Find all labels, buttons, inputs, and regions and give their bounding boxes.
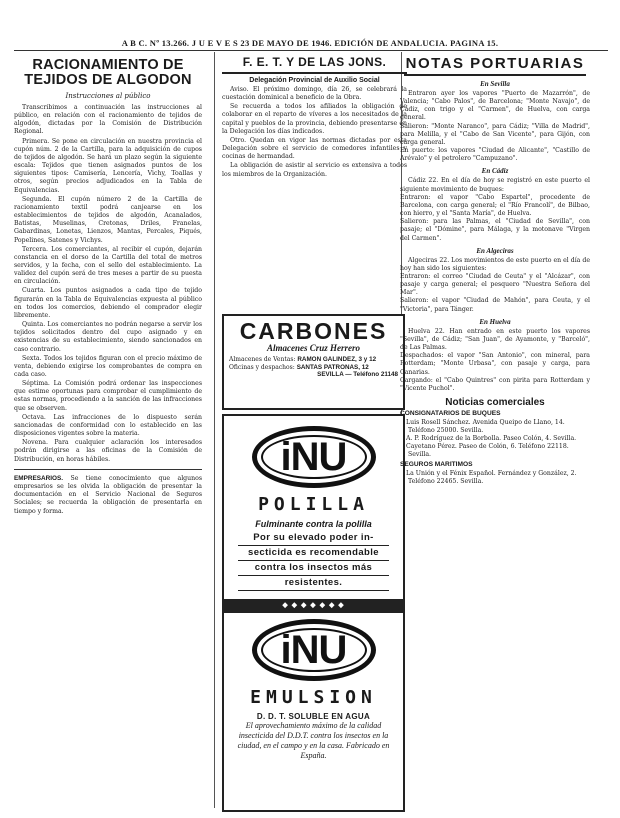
inu-logo-icon [252, 426, 376, 488]
product-name: EMULSION [250, 687, 377, 708]
page-header: A B C. Nº 13.266. J U E V E S 23 DE MAYO DE 1946. EDICIÓN DE ANDALUCIA. PAGINA 15. [121, 38, 499, 48]
port-section [400, 80, 590, 163]
ad-brand: CARBONES [239, 318, 388, 344]
port-heading: En Sevilla [480, 80, 510, 88]
paragraph: Se recuerda a todos los afiliados la obligación de colaborar en el reparto de víveres a los necesitados de la capital y pueblos de la provincia, debiendo presentarse en la Delegación los días indicados. [222, 103, 407, 135]
column-divider [214, 52, 215, 808]
article-body [222, 86, 407, 179]
news-subtitle: CONSIGNATARIOS DE BUQUES [400, 410, 501, 417]
paragraph: Novena. Para cualquier aclaración los interesados podrán dirigirse a las oficinas de la Comisión de Distribución, en horas hábiles. [14, 439, 202, 463]
list-item: Luis Rosell Sánchez. Avenida Queipo de Llano, 14. Teléfono 25000. Sevilla. [406, 419, 565, 434]
column-notas-portuarias [400, 52, 590, 812]
port-section [400, 167, 590, 242]
port-section [400, 247, 590, 314]
section-title: NOTAS PORTUARIAS [405, 55, 585, 72]
list-item: La Unión y el Fénix Español. Fernández y González, 2. Teléfono 22465. Sevilla. [406, 470, 577, 485]
paragraph: Transcribimos a continuación las instrucciones al público, en relación con el racionamiento de tejidos de algodón, dictadas por la Comisión de Distribución Regional. [14, 104, 202, 136]
paragraph: Segunda. El cupón número 2 de la Cartilla de racionamiento textil podrá canjearse en los establecimientos de tejidos de algodón, Acanalados, Batistas, Muselinas, Cretonas, Driles, Franelas, Gabardinas, Lonetas, Lienzos, Mantas, Percales, Piqués, Popelines, Satenes y Vichys. [14, 195, 202, 244]
news-list [400, 419, 590, 486]
logo-ring [261, 435, 367, 479]
slogan-line: Por su elevado poder in- [238, 531, 389, 546]
product-name: POLILLA [258, 494, 369, 515]
ad-divider: ◆ ◆ ◆ ◆ ◆ ◆ ◆ [224, 599, 403, 613]
column-fet [222, 52, 407, 812]
ad-line-value: SEVILLA — Teléfono 21148 [317, 371, 398, 378]
header-rule [14, 50, 608, 51]
section-title: F. E. T. Y DE LAS JONS. [242, 55, 387, 69]
port-heading: En Huelva [479, 317, 511, 326]
paragraph: Aviso. El próximo domingo, día 26, se celebrará la cuestación dominical a beneficio de la Obra. [222, 86, 407, 102]
paragraph: Quinta. Los comerciantes no podrán negarse a servir los tejidos solicitados dentro del cupo asignado y en existencias de su establecimiento, siendo sancionados en caso contrario. [14, 321, 202, 353]
paragraph: La obligación de asistir al servicio es extensiva a todos los miembros de la Organización. [222, 162, 407, 178]
ad-line-value: SANTAS PATRONAS, 12 [296, 363, 369, 371]
product-tagline: D. D. T. SOLUBLE EN AGUA [256, 712, 371, 721]
paragraph: Tercera. Los comerciantes, al recibir el cupón, dejarán constancia en el dorso de la Cartilla del total de metros servidos, y la fecha, con el sello del establecimiento. La validez del cupón será de tres meses a partir de su puesta en circulación. [14, 245, 202, 286]
logo-text: iNU [280, 435, 347, 479]
port-section [400, 318, 590, 393]
paragraph: Octava. Las infracciones de lo dispuesto serán sancionadas de conformidad con lo establecido en las disposiciones vigentes sobre la materia. [14, 413, 202, 438]
ad-subtitle: Almacenes Cruz Herrero [266, 343, 360, 353]
section-rule [14, 469, 202, 470]
paragraph: Primera. Se pone en circulación en nuestra provincia el cupón núm. 2 de la Cartilla, para la adquisición de cupos de tejidos de algodón. Se hará un plazo según la siguiente escala: Tejidos que tienen asignados puntos de los siguientes tipos: Camisería, Lencería, Vichy, Toallas y otros, según precios adjudicados en la Tabla de Equivalencias. [14, 137, 202, 194]
news-title: Noticias comerciales [445, 397, 545, 408]
inu-advert [222, 414, 405, 812]
column-racionamiento [14, 52, 202, 812]
port-heading: En Cádiz [481, 167, 509, 176]
article-subtitle: Instrucciones al público [65, 92, 151, 100]
logo-ring [261, 628, 367, 672]
logo-text: iNU [280, 628, 347, 672]
inu-logo-icon [252, 619, 376, 681]
port-text: Cádiz 22. En el día de hoy se registró en este puerto el siguiente movimiento de buques: Entraron: el vapor "Cabo Espartel", procedente de Barcelona, con carga general; el "Río Francolí", de Bilbao, con hierro, y el "Santa María", de Huelva. Salieron: para las Palmas, el "Ciudad de Sevilla", con pasaje; el "Dómine", para Málaga, y la motonave "Virgen del Carmen". [400, 177, 590, 242]
ad-line-label: Oficinas y despachos: [229, 363, 295, 371]
article-title: RACIONAMIENTO DE TEJIDOS DE ALGODON [24, 57, 192, 88]
carbones-advert [222, 314, 405, 410]
notice-text: Se tiene conocimiento que algunos empresarios se les olvida la obligación de presentar la documentación en el Servicio Nacional de Seguros Sociales; se recuerda la obligación de presentarla en tiempo y forma. [14, 474, 202, 515]
list-item: A. P. Rodríguez de la Borbolla. Paseo Colón, 4. Sevilla. [406, 435, 577, 442]
slogan-line: contra los insectos más [238, 561, 389, 576]
port-text: Huelva 22. Han entrado en este puerto los vapores "Sevilla", de Cádiz; "San Juan", de Ayamonte, y "Barceló", de Las Palmas. Despachados: el vapor "San Antonio", con mineral, para Rotterdam; "Monte Urbasa", con pasaje y carga, para Canarias. Cargando: el "Cabo Quintres" con pirita para Rotterdam y "Vicente Puchol". [400, 327, 590, 392]
section-kicker: Delegación Provincial de Auxilio Social [249, 77, 380, 84]
slogan-line: resistentes. [238, 576, 389, 591]
ad-line-label: Almacenes de Ventas: [229, 356, 296, 363]
paragraph: Cuarta. Los puntos asignados a cada tipo de tejido figurarán en la Tabla de Equivalencias expuesta al público en todos los comercios, debiendo el comprador elegir libremente. [14, 287, 202, 319]
section-rule [404, 74, 586, 76]
port-heading: En Algeciras [476, 246, 514, 255]
list-item: Cayetano Pérez. Paseo de Colón, 6. Teléfono 22118. Sevilla. [406, 443, 569, 458]
product-slogan [230, 531, 397, 591]
product-tagline: Fulminante contra la polilla [255, 519, 372, 529]
ad-line-value: RAMON GALINDEZ, 3 y 12 [297, 356, 377, 363]
slogan-line: secticida es recomendable [238, 546, 389, 561]
empresarios-notice [14, 475, 202, 516]
paragraph: Sexta. Todos los tejidos figuran con el precio máximo de venta, debiendo exigirse los comprobantes de compra en cada caso. [14, 354, 202, 378]
paragraph: Otro. Quedan en vigor las normas dictadas por esta Delegación sobre el servicio de comedores infantiles y cocinas de hermandad. [222, 136, 407, 161]
section-rule [222, 72, 407, 74]
list-subhead: SEGUROS MARITIMOS [400, 461, 473, 468]
ad-address [229, 356, 398, 379]
product-description: El aprovechamiento máximo de la calidad insecticida del D.D.T. contra los insectos en la ciudad, en el campo y en la casa. Fabricado en España. [237, 721, 390, 760]
port-text: Entraron ayer los vapores "Puerto de Mazarrón", de Valencia; "Cabo Palos", de Barcelona; "Monte Navajo", de Cádiz, con trigo y el "Carmen", de Huelva, con carga general. Salieron: "Monte Naranco", para Cádiz; "Villa de Madrid", para Melilla, y el "Cabo de San Vicente", para Gijón, con carga general. En puerto: los vapores "Ciudad de Alicante", "Castillo de Arévalo" y el petrolero "Campuzano". [400, 90, 590, 163]
port-text: Algeciras 22. Los movimientos de este puerto en el día de hoy han sido los siguientes: Entraron: el correo "Ciudad de Ceuta" y el "Alcázar", con pasaje y carga general; el pesquero "Nuestra Señora del Mar". Salieron: el vapor "Ciudad de Mahón", para Ceuta, y el "Victoria", para Tánger. [400, 256, 590, 313]
paragraph: Séptima. La Comisión podrá ordenar las inspecciones que estime oportunas para comprobar el cumplimiento de estas normas, procediendo a la sanción de las infracciones que se observen. [14, 380, 202, 412]
notice-label: EMPRESARIOS. [14, 474, 64, 482]
article-body [14, 104, 202, 464]
